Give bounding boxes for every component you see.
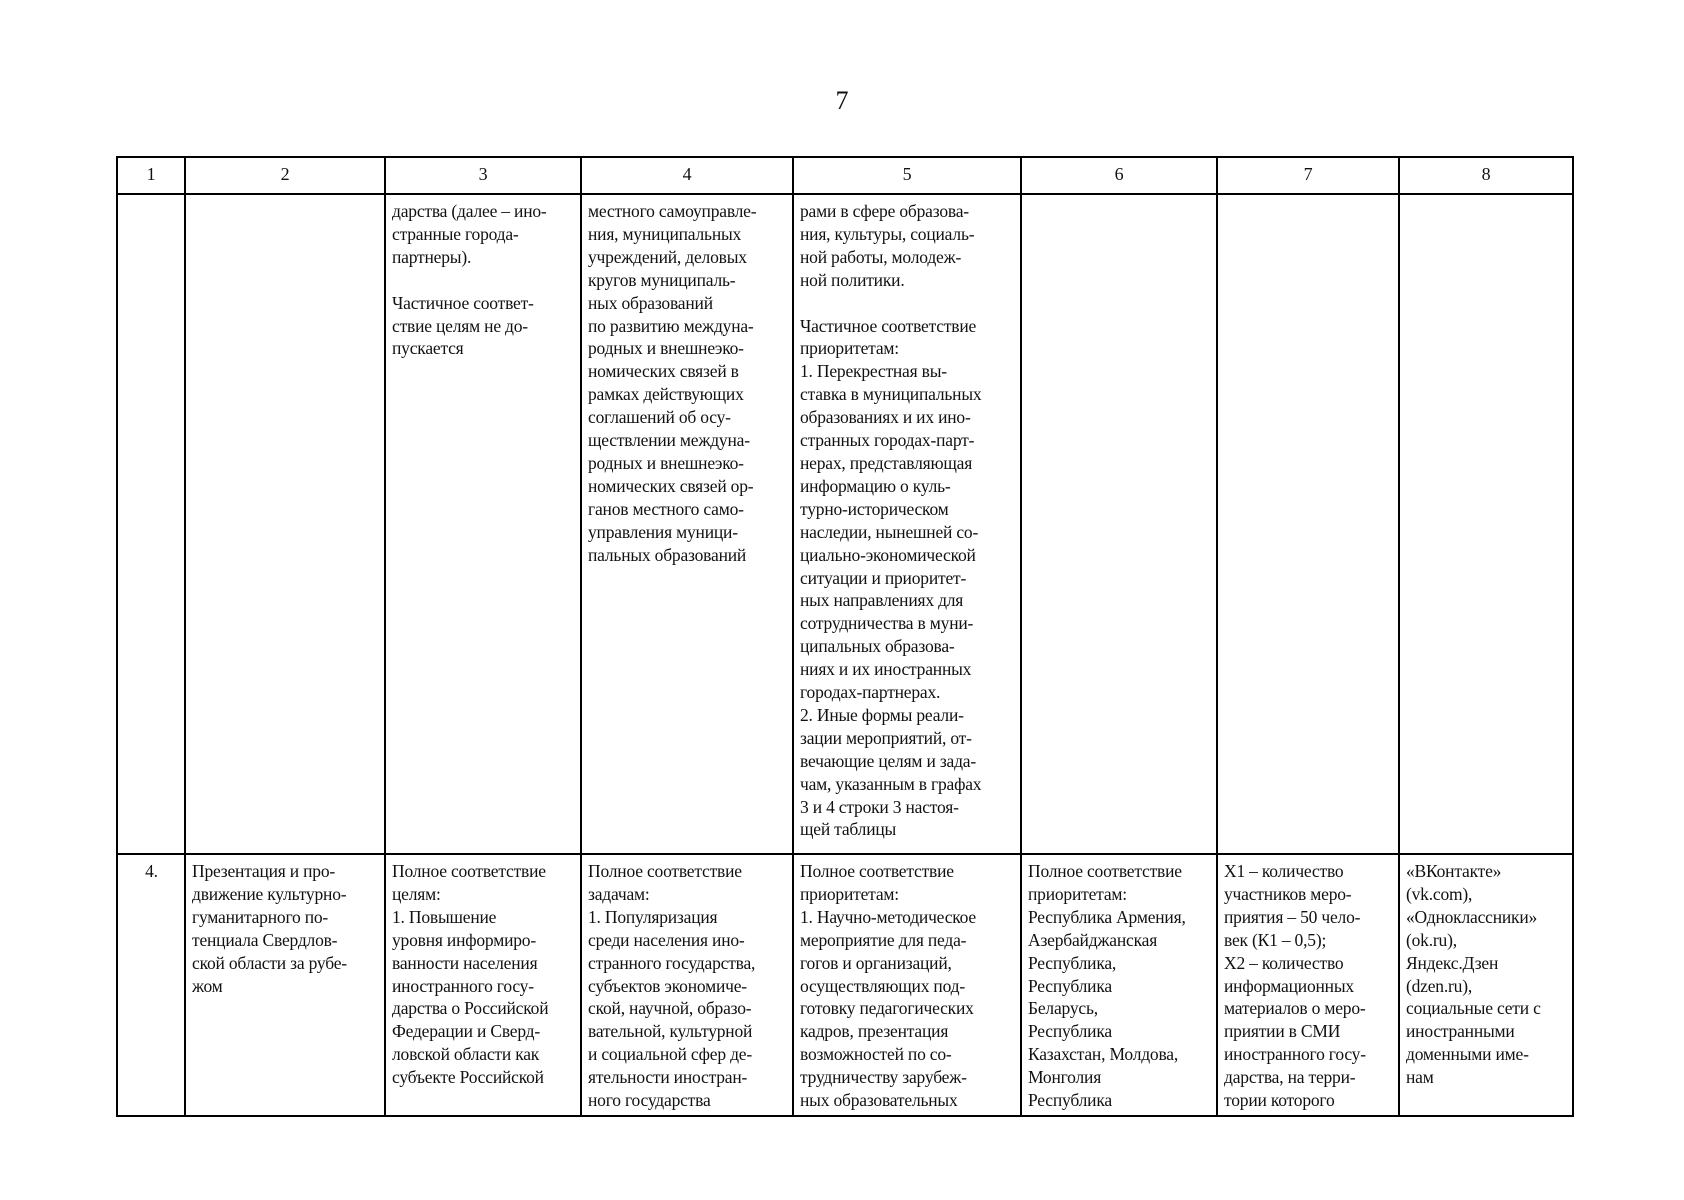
column-header-7: 7 xyxy=(1217,157,1399,194)
table-cell-number xyxy=(117,194,185,854)
column-header-4: 4 xyxy=(581,157,793,194)
document-table xyxy=(116,156,1574,1117)
column-header-5: 5 xyxy=(793,157,1021,194)
table-cell-platforms: «ВКонтакте» (vk.com), «Одноклассники» (ok.ru), Яндекс.Дзен (dzen.ru), социальные сети с иностранными доменными име- нам xyxy=(1399,854,1573,1116)
table-cell-name xyxy=(185,194,385,854)
table-cell-goals: дарства (далее – ино- странные города- партнеры). Частичное соответ- ствие целям не до- пускается xyxy=(385,194,581,854)
table-row-4 xyxy=(117,854,1573,1116)
header-row xyxy=(117,157,1573,194)
column-header-6: 6 xyxy=(1021,157,1217,194)
table-cell-indicators: Х1 – количество участников меро- приятия – 50 чело- век (К1 – 0,5); Х2 – количество информационных материалов о меро- приятии в СМИ иностранного госу- дарства, на терри- тории которого xyxy=(1217,854,1399,1116)
table-cell-countries xyxy=(1021,194,1217,854)
table-cell-indicators xyxy=(1217,194,1399,854)
table-cell-goals: Полное соответствие целям: 1. Повышение уровня информиро- ванности населения иностранного госу- дарства о Российской Федерации и Сверд- ловской области как субъекте Российской xyxy=(385,854,581,1116)
table-cell-name: Презентация и про- движение культурно- гуманитарного по- тенциала Свердлов- ской области за рубе- жом xyxy=(185,854,385,1116)
table-cell-platforms xyxy=(1399,194,1573,854)
table-cell-countries: Полное соответствие приоритетам: Республика Армения, Азербайджанская Республика, Республика Беларусь, Республика Казахстан, Молдова, Монголия Республика xyxy=(1021,854,1217,1116)
column-header-1: 1 xyxy=(117,157,185,194)
column-header-8: 8 xyxy=(1399,157,1573,194)
table-cell-tasks: Полное соответствие задачам: 1. Популяризация среди населения ино- странного государства, субъектов экономиче- ской, научной, образо- вательной, культурной и социальной сфер де- ятельности иностран- ного государства xyxy=(581,854,793,1116)
column-header-2: 2 xyxy=(185,157,385,194)
table-cell-tasks: местного самоуправле- ния, муниципальных учреждений, деловых кругов муниципаль- ных образований по развитию междуна- родных и внешнеэко- номических связей в рамках действующих соглашений об осу- ществлении междуна- родных и внешнеэко- номических связей ор- ганов местного само- управления муници- пальных образований xyxy=(581,194,793,854)
column-header-3: 3 xyxy=(385,157,581,194)
table-cell-priorities: рами в сфере образова- ния, культуры, социаль- ной работы, молодеж- ной политики. Частичное соответствие приоритетам: 1. Перекрестная вы- ставка в муниципальных образованиях и их ино- странных городах-парт- нерах, представляющая информацию о куль- турно-историческом наследии, нынешней со- циально-экономической ситуации и приоритет- ных направлениях для сотрудничества в муни- ципальных образова- ниях и их иностранных городах-партнерах. 2. Иные формы реали- зации мероприятий, от- вечающие целям и зада- чам, указанным в графах 3 и 4 строки 3 настоя- щей таблицы xyxy=(793,194,1021,854)
table-cell-priorities: Полное соответствие приоритетам: 1. Научно-методическое мероприятие для педа- гогов и организаций, осуществляющих под- готовку педагогических кадров, презентация возможностей по со- трудничеству зарубеж- ных образовательных xyxy=(793,854,1021,1116)
table-cell-number: 4. xyxy=(117,854,185,1116)
table-row-continuation xyxy=(117,194,1573,854)
page-number: 7 xyxy=(835,86,849,115)
